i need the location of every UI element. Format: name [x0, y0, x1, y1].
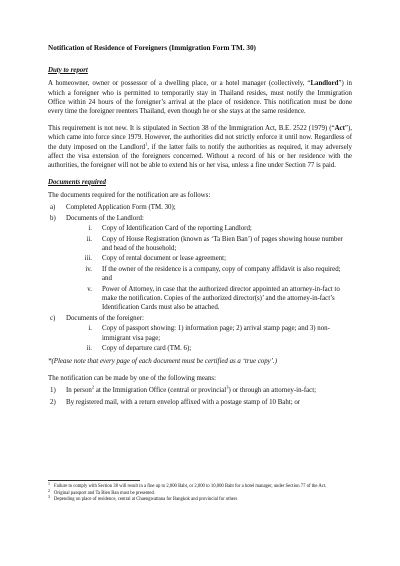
list-marker: a)	[50, 204, 56, 212]
duty-paragraph-2	[48, 124, 352, 171]
footnote-text: Failure to comply with Section 38 will result in a fine up to 2,000 Baht, or 2,000 to 10,000 Baht for a hotel manager, under Section 77 of the Act.	[54, 484, 327, 489]
list-item	[64, 265, 352, 284]
footnotes	[48, 480, 352, 504]
list-item	[64, 285, 352, 313]
footnote-divider	[48, 480, 140, 481]
methods-intro: The notification can be made by one of the following means:	[48, 374, 217, 382]
page-title: Notification of Residence of Foreigners (Immigration Form TM. 30)	[48, 44, 256, 52]
methods-list	[48, 386, 352, 407]
list-marker: c)	[50, 314, 56, 322]
duty-paragraph-1	[48, 79, 352, 117]
list-item	[48, 386, 352, 395]
footnote-mark: 1	[48, 481, 50, 486]
list-marker: b)	[50, 214, 56, 222]
footnote	[48, 481, 352, 491]
list-item-text: Documents of the foreigner:	[66, 314, 144, 322]
list-marker: iii.	[84, 255, 92, 263]
list-item-text	[66, 386, 352, 395]
list-item	[48, 398, 352, 407]
duty-p2-bold-term: Act	[334, 124, 345, 132]
footnote-text: Original passport and Ta Bien Ban must be presented.	[54, 490, 155, 496]
footnote-text: Depending on place of residence, central at Chaengwattana for Bangkok and provincial for others	[54, 497, 238, 503]
duty-p1-text-b: ”) in which a foreigner who is permitted to temporarily stay in Thailand resides, must notify the Immigration Office within 24 hours of the foreigner’s arrival at the place of residence. This notification must be done every time the foreigner reenters Thailand, even though he or she stays at the same residence.	[48, 80, 352, 116]
footnote	[48, 487, 352, 498]
duty-heading: Duty to report	[48, 66, 88, 74]
list-item	[48, 314, 352, 323]
footnote-ref-1: 1	[145, 141, 148, 147]
list-item	[48, 214, 352, 223]
documents-heading: Documents required	[48, 178, 106, 186]
list-item-text: Completed Application Form (TM. 30);	[66, 204, 176, 212]
duty-p1-bold-term: Landlord	[310, 80, 339, 88]
list-marker: i.	[88, 225, 92, 233]
duty-p1-text-a: A homeowner, owner or possessor of a dwelling place, or a hotel manager (collectively, “	[48, 80, 311, 88]
list-item	[64, 324, 352, 343]
footnote	[48, 494, 352, 504]
list-marker: i.	[88, 325, 92, 333]
list-item	[48, 203, 352, 212]
list-item-text: Copy of rental document or lease agreement;	[102, 255, 226, 263]
list-marker: ii.	[86, 344, 92, 352]
list-marker: ii.	[86, 235, 92, 243]
landlord-documents-sublist	[48, 224, 352, 313]
list-item-text: By registered mail, with a return envelop affixed with a postage stamp of 10 Baht; or	[66, 398, 301, 406]
list-item	[64, 254, 352, 263]
footnote-ref-2: 2	[91, 384, 95, 390]
list-marker: 2)	[50, 398, 56, 406]
list-marker: iv.	[85, 265, 92, 273]
list-item	[64, 344, 352, 353]
list-marker: 1)	[50, 387, 56, 395]
foreigner-documents-sublist	[48, 324, 352, 353]
list-item-text: Copy of departure card (TM. 6);	[102, 344, 192, 352]
method-1-text-c: ) or through an attorney-in-fact;	[228, 387, 317, 395]
list-item	[64, 224, 352, 233]
list-item-text: Documents of the Landlord:	[66, 214, 144, 222]
duty-p2-text-a: This requirement is not new. It is stipulated in Section 38 of the Immigration Act, B.E. 2522 (1979) (“	[48, 124, 335, 132]
list-item	[64, 235, 352, 254]
list-item-text: Copy of Identification Card of the reporting Landlord;	[102, 225, 252, 233]
list-item-text: Power of Attorney, in case that the authorized director appointed an attorney-in-fact to make the notification. Copies of the authorized director(s)’ and the attorney-in-fact’s Identification Cards must also be attached.	[102, 285, 340, 312]
list-item-text: Copy of House Registration (known as ‘Ta Bien Ban’) of pages showing house number and head of the household;	[102, 235, 343, 253]
list-item-text: Copy of passport showing: 1) information page; 2) arrival stamp page; and 3) non-immigrant visa page;	[102, 325, 330, 342]
certification-note: *(Please note that every page of each document must be certified as a ‘true copy’.)	[48, 358, 278, 366]
footnote-ref-3: 3	[226, 384, 229, 390]
list-item-text: If the owner of the residence is a company, copy of company affidavit is also required; and	[102, 265, 341, 283]
method-1-text-a: In person	[66, 387, 92, 395]
documents-intro: The documents required for the notification are as follows:	[48, 192, 211, 200]
list-marker: v.	[87, 285, 92, 293]
method-1-text-b: at the Immigration Office (central or provincial	[94, 387, 227, 395]
documents-list	[48, 203, 352, 353]
duty-p2-text-c: , if the latter fails to notify the authorities as required, it may adversely affect the visa extension of the foreigners concerned. Without a record of his or her residence with the authorities, the foreigner will not be able to extend his or her visa, unless a fine under Section 77 is paid.	[48, 143, 352, 170]
footnote-mark: 3	[48, 494, 50, 500]
duty-p2-text-b: ”), which came into force since 1979. However, the authorities did not strictly enforce it until now. Regardless of the duty imposed on the Landlord	[48, 124, 352, 151]
footnote-mark: 2	[48, 487, 50, 493]
